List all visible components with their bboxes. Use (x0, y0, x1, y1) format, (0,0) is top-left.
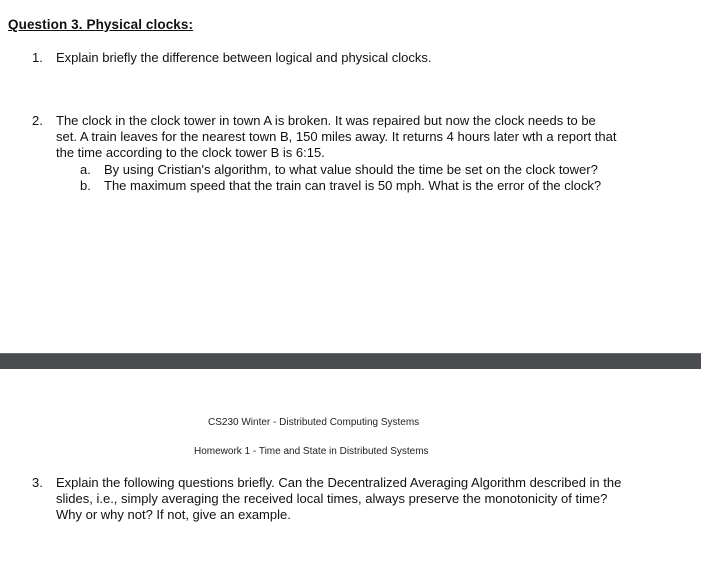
page-2 (0, 369, 701, 574)
section-heading: Question 3. Physical clocks: (8, 17, 194, 32)
subquestion-text: The maximum speed that the train can travel is 50 mph. What is the error of the clock? (104, 178, 602, 193)
question-number: 2. (32, 113, 43, 128)
subquestion-letter: b. (80, 178, 91, 193)
course-title: CS230 Winter - Distributed Computing Systems (208, 417, 420, 428)
subquestion-letter: a. (80, 162, 91, 177)
question-text: Explain the following questions briefly. Can the Decentralized Averaging Algorithm described in the slides, i.e., simply averaging the received local times, always preserve the monotonicity of time? Why or why not? If not, give an example. (56, 475, 622, 522)
question-text: The clock in the clock tower in town A is broken. It was repaired but now the clock needs to be set. A train leaves for the nearest town B, 150 miles away. It returns 4 hours later wth a report that the time according to the clock tower B is 6:15. (56, 113, 617, 160)
question-number: 3. (32, 475, 43, 490)
page-separator (0, 353, 701, 369)
question-number: 1. (32, 50, 43, 65)
homework-title: Homework 1 - Time and State in Distributed Systems (194, 446, 429, 457)
question-text: Explain briefly the difference between logical and physical clocks. (56, 50, 432, 65)
subquestion-text: By using Cristian's algorithm, to what value should the time be set on the clock tower? (104, 162, 598, 177)
